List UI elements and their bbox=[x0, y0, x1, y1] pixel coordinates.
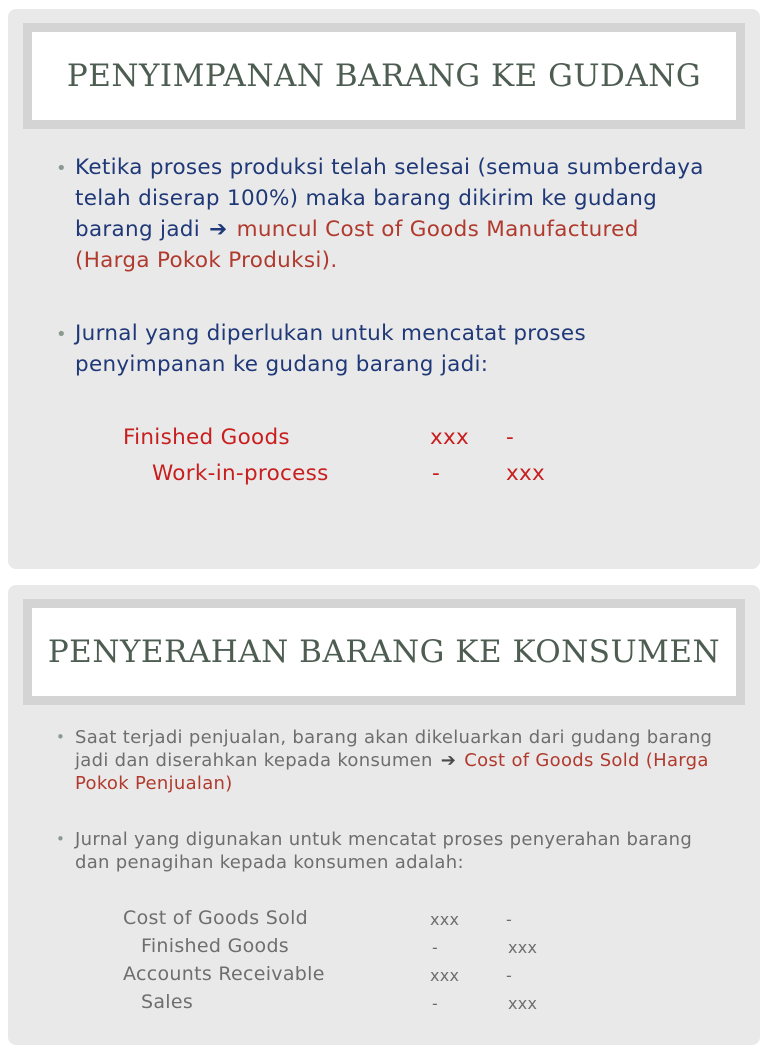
title-frame bbox=[23, 599, 745, 705]
bullet-text: Saat terjadi penjualan, barang akan dikeluarkan dari gudang barang jadi dan diserahkan kepada konsumen bbox=[75, 727, 713, 771]
journal-credit: - bbox=[506, 910, 513, 929]
bullet-icon: • bbox=[56, 324, 67, 345]
bullet-highlight: muncul Cost of Goods Manufactured (Harga Pokok Produksi). bbox=[75, 217, 639, 273]
journal-credit: xxx bbox=[508, 994, 538, 1013]
slide-title: PENYERAHAN BARANG KE KONSUMEN bbox=[47, 634, 721, 670]
journal-debit: - bbox=[432, 994, 439, 1013]
journal-debit: xxx bbox=[430, 966, 460, 985]
journal-account: Accounts Receivable bbox=[123, 963, 325, 985]
journal-credit: - bbox=[506, 425, 515, 450]
bullet-point bbox=[56, 726, 716, 795]
journal-account: Finished Goods bbox=[123, 425, 290, 450]
slide-penyimpanan bbox=[8, 9, 760, 569]
journal-debit: - bbox=[432, 461, 441, 486]
journal-account: Work-in-process bbox=[152, 461, 329, 486]
bullet-point bbox=[56, 152, 716, 276]
journal-credit: xxx bbox=[508, 938, 538, 957]
right-arrow-icon: ➔ bbox=[209, 217, 228, 242]
journal-credit: - bbox=[506, 966, 513, 985]
title-box bbox=[32, 608, 736, 696]
slide-title: PENYIMPANAN BARANG KE GUDANG bbox=[66, 58, 702, 94]
journal-debit: - bbox=[432, 938, 439, 957]
bullet-point bbox=[56, 318, 716, 380]
bullet-text: Jurnal yang digunakan untuk mencatat proses penyerahan barang dan penagihan kepada konsumen adalah: bbox=[75, 829, 693, 873]
bullet-icon: • bbox=[56, 158, 67, 179]
journal-debit: xxx bbox=[430, 425, 470, 450]
slide-penyerahan bbox=[8, 585, 760, 1045]
title-box bbox=[32, 32, 736, 120]
journal-account: Finished Goods bbox=[141, 935, 290, 957]
bullet-text: Jurnal yang diperlukan untuk mencatat proses penyimpanan ke gudang barang jadi: bbox=[75, 321, 586, 377]
right-arrow-icon: ➔ bbox=[440, 750, 457, 771]
bullet-point bbox=[56, 828, 716, 874]
bullet-text: Ketika proses produksi telah selesai (semua sumberdaya telah diserap 100%) maka barang dikirim ke gudang barang jadi bbox=[75, 155, 704, 242]
title-frame bbox=[23, 23, 745, 129]
bullet-icon: • bbox=[56, 830, 66, 848]
journal-debit: xxx bbox=[430, 910, 460, 929]
journal-credit: xxx bbox=[506, 461, 546, 486]
bullet-highlight: Cost of Goods Sold (Harga Pokok Penjualan) bbox=[75, 750, 709, 794]
journal-account: Cost of Goods Sold bbox=[123, 907, 309, 929]
journal-account: Sales bbox=[141, 991, 194, 1013]
bullet-icon: • bbox=[56, 728, 66, 746]
